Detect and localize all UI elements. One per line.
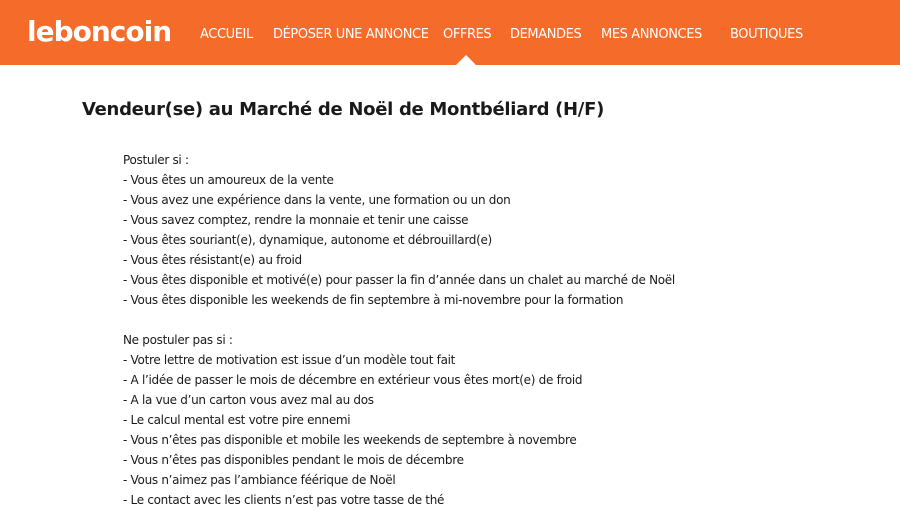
nav-item-deposer-annonce[interactable]: DÉPOSER UNE ANNONCE xyxy=(273,27,429,42)
list-item: - Le calcul mental est votre pire ennemi xyxy=(123,413,351,427)
ad-description xyxy=(123,150,675,510)
ne-pas-postuler-heading: Ne postuler pas si : xyxy=(123,333,233,347)
nav-item-demandes[interactable]: DEMANDES xyxy=(510,27,582,42)
list-item: - Vous êtes souriant(e), dynamique, autonome et débrouillard(e) xyxy=(123,233,492,247)
leboncoin-logo[interactable]: leboncoin xyxy=(27,15,172,48)
list-item: - Vous avez une expérience dans la vente, une formation ou un don xyxy=(123,193,511,207)
ad-title: Vendeur(se) au Marché de Noël de Montbéliard (H/F) xyxy=(82,99,605,120)
list-item: - Vous êtes résistant(e) au froid xyxy=(123,253,302,267)
list-item: - A l’idée de passer le mois de décembre en extérieur vous êtes mort(e) de froid xyxy=(123,373,583,387)
list-item: - Le contact avec les clients n’est pas votre tasse de thé xyxy=(123,493,445,507)
active-tab-indicator xyxy=(456,55,476,65)
list-item: - Vous êtes disponible et motivé(e) pour passer la fin d’année dans un chalet au marché de Noël xyxy=(123,273,675,287)
nav-item-mes-annonces[interactable]: MES ANNONCES xyxy=(601,27,702,42)
list-item: - Vous n’êtes pas disponible et mobile les weekends de septembre à novembre xyxy=(123,433,577,447)
list-item: - Vous êtes disponible les weekends de fin septembre à mi-novembre pour la formation xyxy=(123,293,624,307)
paragraph-spacer xyxy=(123,310,675,330)
top-navigation-bar xyxy=(0,0,900,65)
list-item: - Vous savez comptez, rendre la monnaie et tenir une caisse xyxy=(123,213,469,227)
nav-item-boutiques[interactable]: BOUTIQUES xyxy=(730,27,803,42)
list-item: - Vous êtes un amoureux de la vente xyxy=(123,173,334,187)
nav-item-accueil[interactable]: ACCUEIL xyxy=(200,27,253,42)
list-item: - Vous n’aimez pas l’ambiance féérique de Noël xyxy=(123,473,396,487)
nav-item-offres[interactable]: OFFRES xyxy=(443,27,492,42)
list-item: - A la vue d’un carton vous avez mal au dos xyxy=(123,393,374,407)
list-item: - Votre lettre de motivation est issue d’un modèle tout fait xyxy=(123,353,456,367)
postuler-heading: Postuler si : xyxy=(123,153,189,167)
list-item: - Vous n’êtes pas disponibles pendant le mois de décembre xyxy=(123,453,464,467)
